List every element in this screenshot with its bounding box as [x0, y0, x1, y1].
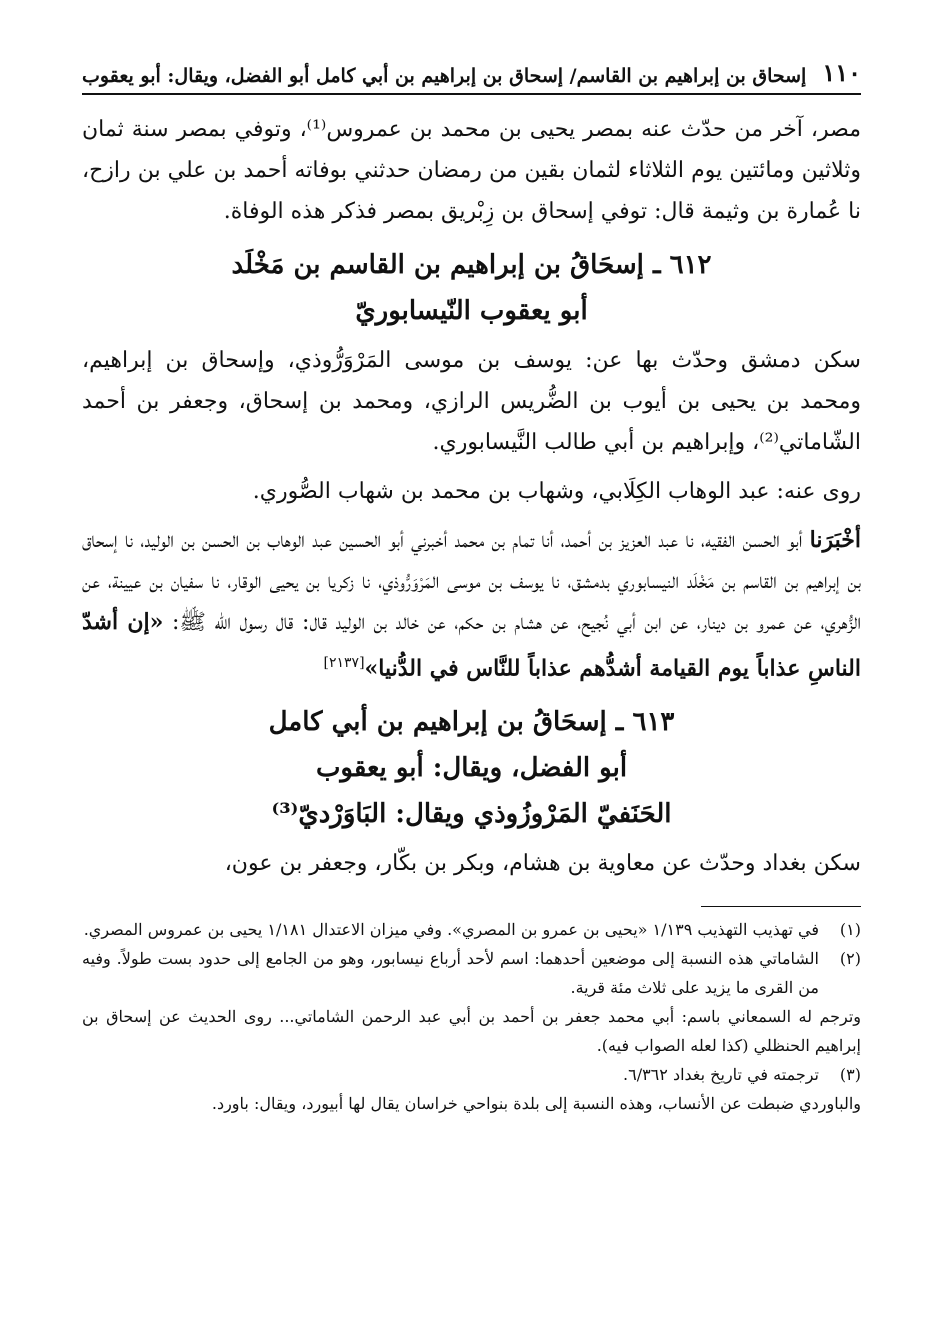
entry-612-students: روى عنه: عبد الوهاب الكِلَابي، وشهاب بن محمد بن شهاب الصُّوري. — [252, 479, 861, 504]
footnote-3-continuation: والباوردي ضبطت عن الأنساب، وهذه النسبة إلى بلدة بنواحي خراسان يقال لها أبيورد، ويقال: باورد. — [211, 1094, 861, 1114]
page-number: ١١٠ — [822, 58, 861, 87]
isnad-text: أبو الحسن الفقيه، نا عبد العزيز بن أحمد، أنا تمام بن محمد أخبرني أبو الحسين عبد الوهاب بن الحسن بن الوليد، نا إسحاق بن إبراهيم بن القاسم بن مَخْلَد النيسابوري بدمشق، نا يوسف بن موسى المَرْوَرُّوذي، نا زكريا بن يحيى الوقار، نا سفيان بن عيينة، عن الزُّهري، عن عمرو بن دينار، عن ابن أبي نُجيح، عن هشام بن حكم، عن خالد بن الوليد قال: قال رسول الله ﷺ: — [82, 528, 861, 635]
entry-612-teachers: سكن دمشق وحدّث بها عن: يوسف بن موسى المَرْوَرُّوذي، وإسحاق بن إبراهيم، ومحمد بن يحيى بن أيوب بن الضُّريس الرازي، ومحمد بن إسحاق، وجعفر بن أحمد الشّاماتي⁽²⁾، وإبراهيم بن أبي طالب النَّيسابوري. — [82, 348, 861, 455]
running-title: إسحاق بن إبراهيم بن القاسم/ إسحاق بن إبراهيم بن أبي كامل أبو الفضل، ويقال: أبو يعقوب — [82, 65, 807, 87]
footnote-text: في تهذيب التهذيب ١/١٣٩ «يحيى بن عمرو بن المصري». وفي ميزان الاعتدال ١/١٨١ يحيى بن عمروس المصري. — [83, 920, 819, 940]
entry-613-nisba: الحَنَفيّ المَرْوزُوذي ويقال: البَاوَرْديّ⁽³⁾ — [271, 799, 672, 830]
footnote-separator — [701, 906, 861, 907]
footnote-text: ترجمته في تاريخ بغداد ٦/٣٦٢. — [623, 1065, 819, 1085]
entry-613-kunya: أبو الفضل، ويقال: أبو يعقوب — [315, 753, 628, 784]
hadith-matn: «إن أشدّ الناسِ عذاباً يوم القيامة أشدُّهم عذاباً للنَّاس في الدُّنيا» — [82, 609, 861, 682]
running-header — [82, 58, 861, 95]
entry-613-heading — [82, 699, 861, 837]
entry-613-paragraph: سكن بغداد وحدّث عن معاوية بن هشام، وبكر بن بكّار، وجعفر بن عون، — [224, 851, 861, 877]
entry-612-kunya: أبو يعقوب النّيسابوريّ — [355, 296, 588, 326]
footnote-1 — [82, 915, 861, 944]
footnote-marker: (٢) — [839, 949, 861, 969]
footnote-2-continuation: وترجم له السمعاني باسم: أبي محمد جعفر بن أحمد بن أبي عبد الرحمن الشاماتي... روى الحديث عن إسحاق بن إبراهيم الحنظلي (كذا لعله الصواب فيه). — [82, 1007, 862, 1056]
footnotes — [82, 915, 861, 1118]
entry-613-title: ٦١٣ ـ إسحَاقُ بن إبراهيم بن أبي كامل — [268, 707, 675, 738]
footnote-marker: (٣) — [839, 1065, 861, 1085]
entry-612-heading — [82, 242, 861, 334]
footnote-text: الشاماتي هذه النسبة إلى موضعين أحدهما: اسم لأحد أرباع نيسابور، وهو من الجامع إلى حدود بست طولاً. وفيه من القرى ما يزيد على ثلاث مئة قرية. — [82, 949, 819, 998]
footnote-marker: (١) — [839, 920, 861, 940]
entry-612-hadith — [82, 520, 861, 689]
entry-612-title: ٦١٢ ـ إسحَاقُ بن إبراهيم بن القاسم بن مَخْلَد — [231, 250, 712, 280]
akhbarana-lead: أخْبَرَنا — [809, 527, 861, 553]
hadith-ref: [٢١٣٧] — [323, 655, 365, 671]
footnote-3 — [82, 1060, 861, 1089]
footnote-2 — [82, 944, 861, 1002]
intro-paragraph: مصر، آخر من حدّث عنه بمصر يحيى بن محمد بن عمروس⁽¹⁾، وتوفي بمصر سنة ثمان وثلاثين ومائتين يوم الثلاثاء لثمان بقين من رمضان حدثني بوفاته أحمد بن علي بن رازح، نا عُمارة بن وثيمة قال: توفي إسحاق بن زِبْريق بمصر فذكر هذه الوفاة. — [82, 117, 861, 224]
